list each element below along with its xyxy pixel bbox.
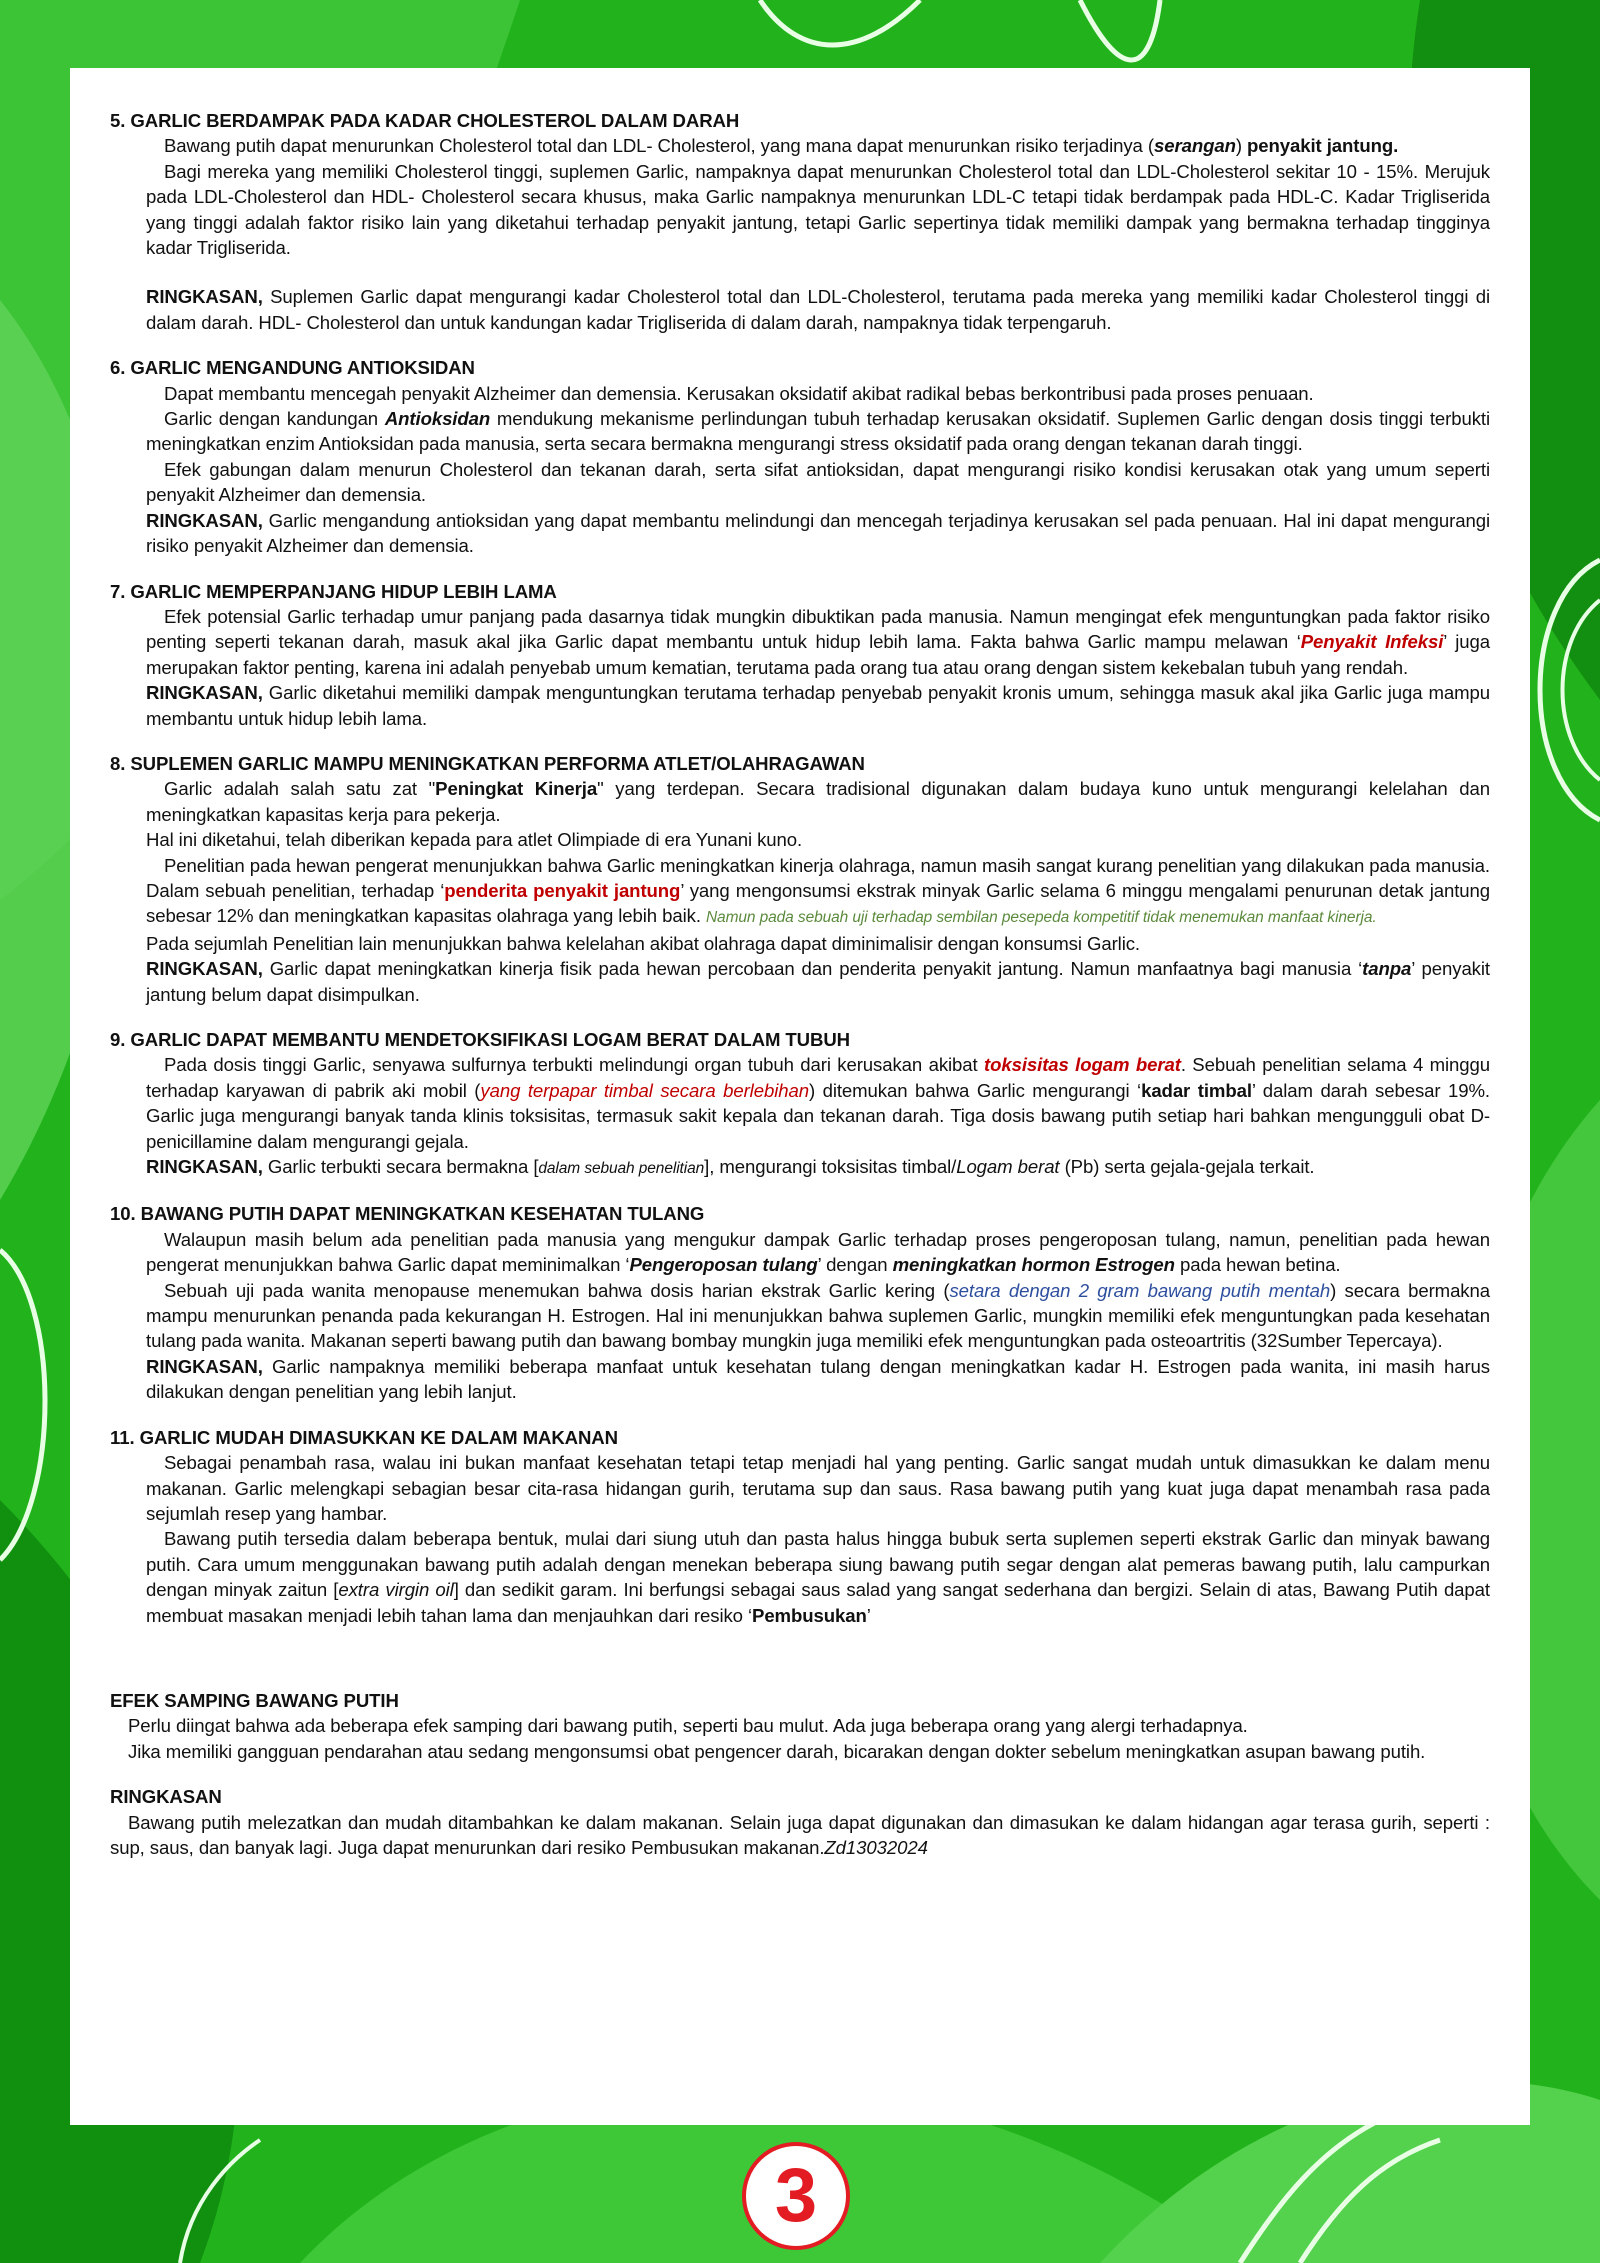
section-title: 9. GARLIC DAPAT MEMBANTU MENDETOKSIFIKASI LOGAM BERAT DALAM TUBUH (110, 1029, 850, 1050)
paragraph: Bawang putih dapat menurunkan Cholesterol total dan LDL- Cholesterol, yang mana dapat menurunkan risiko terjadinya (serangan) penyakit jantung. (164, 135, 1399, 157)
section-side-effects (110, 1688, 1490, 1764)
paragraph: Pada sejumlah Penelitian lain menunjukkan bahwa kelelahan akibat olahraga dapat diminimalisir dengan konsumsi Garlic. (146, 932, 1140, 954)
summary-paragraph: RINGKASAN, Suplemen Garlic dapat mengurangi kadar Cholesterol total dan LDL-Cholesterol, terutama pada mereka yang memiliki kadar Cholesterol tinggi di dalam darah. HDL- Cholesterol dan untuk kandungan kadar Trigliserida di dalam darah, nampaknya tidak terpengaruh. (146, 286, 1490, 333)
section-title: RINGKASAN (110, 1786, 222, 1808)
paragraph: Hal ini diketahui, telah diberikan kepada para atlet Olimpiade di era Yunani kuno. (146, 829, 803, 851)
section-cholesterol (110, 108, 1490, 335)
paragraph: Bawang putih melezatkan dan mudah ditambahkan ke dalam makanan. Selain juga dapat digunakan dan dimasukan ke dalam hidangan agar terasa gurih, seperti : sup, saus, dan banyak lagi. Juga dapat menurunkan dari resiko Pembusukan makanan.Zd13032024 (110, 1811, 1490, 1858)
section-athletic-performance (110, 751, 1490, 1007)
paragraph: Pada dosis tinggi Garlic, senyawa sulfurnya terbukti melindungi organ tubuh dari kerusakan akibat toksisitas logam berat. Sebuah penelitian selama 4 minggu terhadap karyawan di pabrik aki mobil (yang terpapar timbal secara berlebihan) ditemukan bahwa Garlic mengurangi ‘kadar timbal’ dalam darah sebesar 19%. Garlic juga mengurangi banyak tanda klinis toksisitas, termasuk sakit kepala dan tekanan darah. Tiga dosis bawang putih setiap hari bahkan mengungguli obat D-penicillamine dalam mengurangi gejala. (146, 1054, 1490, 1152)
section-title: EFEK SAMPING BAWANG PUTIH (110, 1689, 399, 1711)
paragraph: Garlic dengan kandungan Antioksidan mendukung mekanisme perlindungan tubuh terhadap kerusakan oksidatif. Suplemen Garlic dengan dosis tinggi terbukti meningkatkan enzim Antioksidan pada manusia, serta secara bermakna mengurangi stress oksidatif pada orang dengan tekanan darah tinggi. (146, 408, 1490, 455)
paragraph: Efek potensial Garlic terhadap umur panjang pada dasarnya tidak mungkin dibuktikan pada manusia. Namun mengingat efek menguntungkan pada faktor risiko penting seperti tekanan darah, masuk akal jika Garlic dapat membantu untuk hidup lebih lama. Fakta bahwa Garlic mampu melawan ‘Penyakit Infeksi’ juga merupakan faktor penting, karena ini adalah penyebab umum kematian, terutama pada orang tua atau orang dengan sistem kekebalan tubuh yang rendah. (146, 605, 1491, 678)
section-food (110, 1425, 1490, 1628)
section-title: 7. GARLIC MEMPERPANJANG HIDUP LEBIH LAMA (110, 580, 557, 602)
summary-paragraph: RINGKASAN, Garlic mengandung antioksidan yang dapat membantu melindungi dan mencegah terjadinya kerusakan sel pada penuaan. Hal ini dapat mengurangi risiko penyakit Alzheimer dan demensia. (146, 509, 1490, 557)
paragraph: Walaupun masih belum ada penelitian pada manusia yang mengukur dampak Garlic terhadap proses pengeroposan tulang, namun, penelitian pada hewan pengerat menunjukkan bahwa Garlic dapat meminimalkan ‘Pengeroposan tulang’ dengan meningkatkan hormon Estrogen pada hewan betina. (146, 1228, 1490, 1276)
section-title: 10. BAWANG PUTIH DAPAT MENINGKATKAN KESEHATAN TULANG (110, 1203, 705, 1225)
section-bone-health (110, 1201, 1490, 1404)
paragraph: Bagi mereka yang memiliki Cholesterol tinggi, suplemen Garlic, nampaknya dapat menurunkan Cholesterol total dan LDL-Cholesterol sekitar 10 - 15%. Merujuk pada LDL-Cholesterol dan HDL- Cholesterol secara khusus, maka Garlic nampaknya menurunkan LDL-C tetapi tidak berdampak pada HDL-C. Kadar Trigliserida yang tinggi adalah faktor risiko lain yang diketahui terhadap penyakit jantung, tetapi Garlic sepertinya tidak memiliki dampak yang bermakna terhadap tingginya kadar Trigliserida. (146, 160, 1490, 259)
paragraph: Penelitian pada hewan pengerat menunjukkan bahwa Garlic meningkatkan kinerja olahraga, namun masih sangat kurang penelitian yang dilakukan pada manusia. Dalam sebuah penelitian, terhadap ‘penderita penyakit jantung’ yang mengonsumsi ekstrak minyak Garlic selama 6 minggu mengalami penurunan detak jantung sebesar 12% dan meningkatkan kapasitas olahraga yang lebih baik. Namun pada sebuah uji terhadap sembilan pesepeda kompetitif tidak menemukan manfaat kinerja. (146, 854, 1491, 927)
document-content (110, 108, 1490, 1860)
section-summary (110, 1784, 1490, 1860)
summary-paragraph: RINGKASAN, Garlic diketahui memiliki dampak menguntungkan terutama terhadap penyebab penyakit kronis umum, sehingga masuk akal jika Garlic juga mampu membantu untuk hidup lebih lama. (146, 682, 1490, 729)
section-title: 11. GARLIC MUDAH DIMASUKKAN KE DALAM MAKANAN (110, 1426, 618, 1448)
section-title: 5. GARLIC BERDAMPAK PADA KADAR CHOLESTEROL DALAM DARAH (110, 110, 740, 131)
paragraph: Garlic adalah salah satu zat "Peningkat Kinerja" yang terdepan. Secara tradisional digunakan dalam budaya kuno untuk mengurangi kelelahan dan meningkatkan kapasitas kerja para pekerja. (146, 778, 1490, 825)
paragraph: Perlu diingat bahwa ada beberapa efek samping dari bawang putih, seperti bau mulut. Ada juga beberapa orang yang alergi terhadapnya. (128, 1715, 1248, 1737)
document-panel (70, 68, 1530, 2125)
summary-paragraph: RINGKASAN, Garlic dapat meningkatkan kinerja fisik pada hewan percobaan dan penderita penyakit jantung. Namun manfaatnya bagi manusia ‘tanpa’ penyakit jantung belum dapat disimpulkan. (146, 958, 1490, 1005)
paragraph: Dapat membantu mencegah penyakit Alzheimer dan demensia. Kerusakan oksidatif akibat radikal bebas berkontribusi pada proses penuaan. (164, 382, 1314, 404)
paragraph: Efek gabungan dalam menurun Cholesterol dan tekanan darah, serta sifat antioksidan, dapat mengurangi risiko kondisi kerusakan otak yang umum seperti penyakit Alzheimer dan demensia. (146, 458, 1490, 506)
section-title: 8. SUPLEMEN GARLIC MAMPU MENINGKATKAN PERFORMA ATLET/OLAHRAGAWAN (110, 752, 865, 774)
paragraph: Sebagai penambah rasa, walau ini bukan manfaat kesehatan tetapi tetap menjadi hal yang penting. Garlic sangat mudah untuk dimasukkan ke dalam menu makanan. Garlic melengkapi sebagian besar cita-rasa hidangan gurih, terutama sup dan saus. Rasa bawang putih yang kuat juga dapat menambah rasa pada sejumlah resep yang hambar. (146, 1452, 1490, 1524)
paragraph: Sebuah uji pada wanita menopause menemukan bahwa dosis harian ekstrak Garlic kering (setara dengan 2 gram bawang putih mentah) secara bermakna mampu menurunkan penanda pada kekurangan H. Estrogen. Hal ini menunjukkan bahwa suplemen Garlic, mungkin memiliki efek menguntungkan pada kesehatan tulang pada wanita. Makanan seperti bawang putih dan bawang bombay mungkin juga memiliki efek menguntungkan pada osteoartritis (32Sumber Tepercaya). (146, 1279, 1490, 1352)
page-number-badge: 3 (742, 2142, 850, 2250)
section-longevity (110, 579, 1490, 731)
paragraph: Bawang putih tersedia dalam beberapa bentuk, mulai dari siung utuh dan pasta halus hingga bubuk serta suplemen seperti ekstrak Garlic dan minyak bawang putih. Cara umum menggunakan bawang putih adalah dengan menekan beberapa siung bawang putih segar dengan alat pemeras bawang putih, lalu campurkan dengan minyak zaitun [extra virgin oil] dan sedikit garam. Ini berfungsi sebagai saus salad yang sangat sederhana dan bergizi. Selain di atas, Bawang Putih dapat membuat masakan menjadi lebih tahan lama dan menjauhkan dari resiko ‘Pembusukan’ (146, 1528, 1490, 1626)
author-date-code: Zd13032024 (824, 1836, 928, 1858)
paragraph: Jika memiliki gangguan pendarahan atau sedang mengonsumsi obat pengencer darah, bicarakan dengan dokter sebelum meningkatkan asupan bawang putih. (128, 1740, 1426, 1762)
section-detox (110, 1027, 1490, 1181)
section-title: 6. GARLIC MENGANDUNG ANTIOKSIDAN (110, 357, 475, 379)
section-antioxidant (110, 355, 1490, 558)
summary-paragraph: RINGKASAN, Garlic terbukti secara bermakna [dalam sebuah penelitian], mengurangi toksisitas timbal/Logam berat (Pb) serta gejala-gejala terkait. (146, 1156, 1315, 1178)
summary-paragraph: RINGKASAN, Garlic nampaknya memiliki beberapa manfaat untuk kesehatan tulang dengan meningkatkan kadar H. Estrogen pada wanita, ini masih harus dilakukan dengan penelitian yang lebih lanjut. (146, 1355, 1490, 1403)
